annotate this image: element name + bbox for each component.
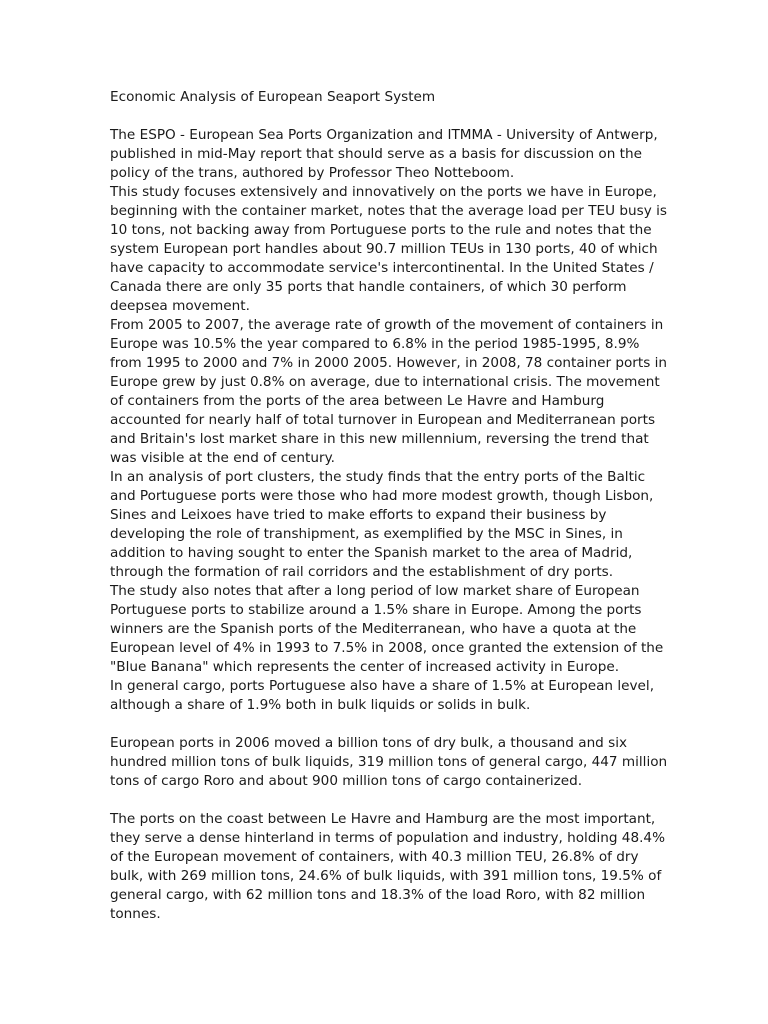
paragraph: From 2005 to 2007, the average rate of growth of the movement of containers in Europe was 10.5% the year compared to 6.8% in the period 1985-1995, 8.9% from 1995 to 2000 and 7% in 2000 2005. However, in 2008, 78 container ports in Europe grew by just 0.8% on average, due to international crisis. The movement of containers from the ports of the area between Le Havre and Hamburg accounted for nearly half of total turnover in European and Mediterranean ports and Britain's lost market share in this new millennium, reversing the trend that was visible at the end of century. <box>110 317 668 466</box>
paragraph-spacer <box>110 791 670 810</box>
document-page <box>110 88 670 924</box>
paragraph: The ports on the coast between Le Havre and Hamburg are the most important, they serve a dense hinterland in terms of population and industry, holding 48.4% of the European movement of containers, with 40.3 million TEU, 26.8% of dry bulk, with 269 million tons, 24.6% of bulk liquids, with 391 million tons, 19.5% of general cargo, with 62 million tons and 18.3% of the load Roro, with 82 million tonnes. <box>110 811 665 922</box>
text-block-1 <box>110 126 670 715</box>
paragraph: The ESPO - European Sea Ports Organization and ITMMA - University of Antwerp, published in mid-May report that should serve as a basis for discussion on the policy of the trans, authored by Professor Theo Notteboom. <box>110 127 658 181</box>
paragraph: In an analysis of port clusters, the study finds that the entry ports of the Baltic and Portuguese ports were those who had more modest growth, though Lisbon, Sines and Leixoes have tried to make efforts to expand their business by developing the role of transhipment, as exemplified by the MSC in Sines, in addition to having sought to enter the Spanish market to the area of Madrid, through the formation of rail corridors and the establishment of dry ports. <box>110 469 654 580</box>
paragraph: This study focuses extensively and innovatively on the ports we have in Europe, beginning with the container market, notes that the average load per TEU busy is 10 tons, not backing away from Portuguese ports to the rule and notes that the system European port handles about 90.7 million TEUs in 130 ports, 40 of which have capacity to accommodate service's intercontinental. In the United States / Canada there are only 35 ports that handle containers, of which 30 perform deepsea movement. <box>110 184 667 314</box>
paragraph: In general cargo, ports Portuguese also have a share of 1.5% at European level, although a share of 1.9% both in bulk liquids or solids in bulk. <box>110 678 655 713</box>
paragraph: The study also notes that after a long period of low market share of European Portuguese ports to stabilize around a 1.5% share in Europe. Among the ports winners are the Spanish ports of the Mediterranean, who have a quota at the European level of 4% in 1993 to 7.5% in 2008, once granted the extension of the "Blue Banana" which represents the center of increased activity in Europe. <box>110 583 664 675</box>
document-title: Economic Analysis of European Seaport System <box>110 89 436 105</box>
text-block-3 <box>110 810 670 924</box>
text-block-2 <box>110 734 670 791</box>
paragraph-spacer <box>110 715 670 734</box>
paragraph: European ports in 2006 moved a billion tons of dry bulk, a thousand and six hundred million tons of bulk liquids, 319 million tons of general cargo, 447 million tons of cargo Roro and about 900 million tons of cargo containerized. <box>110 735 668 789</box>
